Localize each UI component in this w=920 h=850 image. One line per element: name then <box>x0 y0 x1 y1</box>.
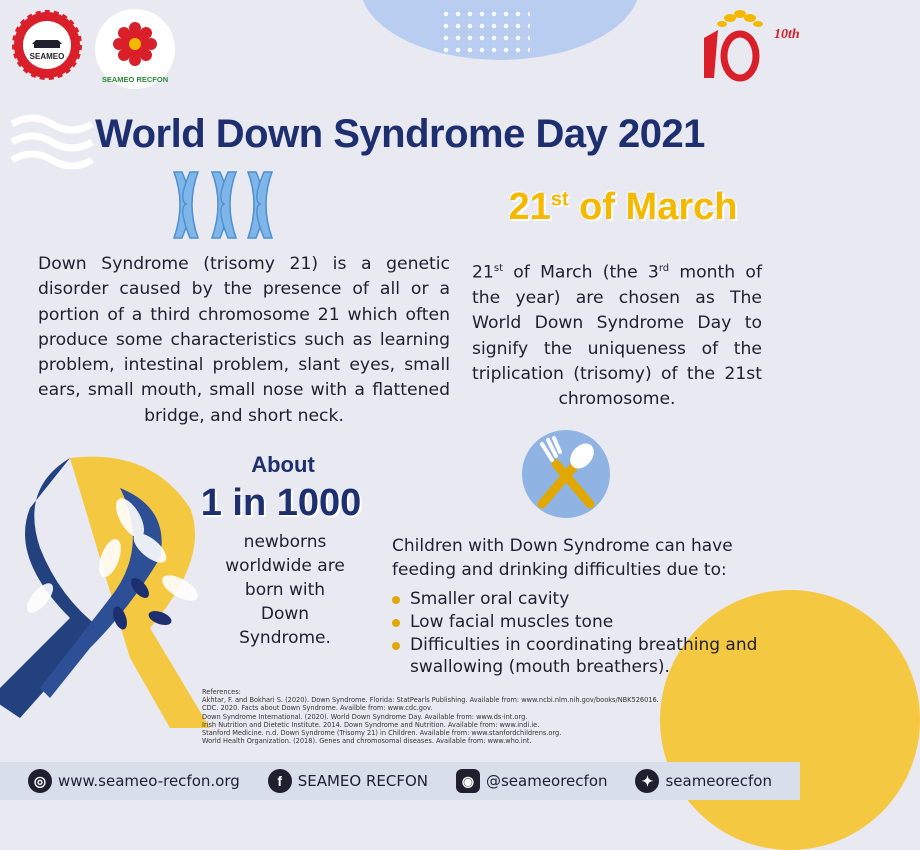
footer-instagram[interactable] <box>456 769 608 793</box>
instagram-icon: ◉ <box>456 769 480 793</box>
reference-item: Akhtar, F. and Bokhari S. (2020). Down Syndrome. Florida: StatPearls Publishing. Available from: www.ncbi.nlm.nih.gov/books/NBK526016. <box>202 696 659 705</box>
spoon-fork-icon <box>512 428 620 524</box>
reference-item: Stanford Medicine. n.d. Down Syndrome (Trisomy 21) in Children. Available from: www.stanfordchildrens.org. <box>202 729 562 738</box>
footer-facebook[interactable] <box>268 769 428 793</box>
globe-icon: ◎ <box>28 769 52 793</box>
recfon-logo <box>92 6 178 92</box>
date-suffix: st <box>550 188 569 211</box>
date-reason-sup: rd <box>658 263 670 274</box>
footer-instagram-text: @seameorecfon <box>485 772 608 790</box>
footer-twitter[interactable] <box>635 769 772 793</box>
anniversary-10th-logo <box>690 8 800 88</box>
twitter-icon: ✦ <box>635 769 659 793</box>
list-item: Smaller oral cavity <box>392 588 772 610</box>
feeding-difficulty-list <box>392 588 772 679</box>
facebook-icon: f <box>268 769 292 793</box>
footer-website[interactable] <box>28 769 240 793</box>
page-title: World Down Syndrome Day 2021 <box>95 112 705 156</box>
anniversary-10th-text: 10th <box>774 27 800 42</box>
date-reason-part: 21 <box>472 262 494 283</box>
reference-item: Irish Nutrition and Dietetic Institute. 2014. Down Syndrome and Nutrition. Available from: www.indi.ie. <box>202 720 540 729</box>
decor-dots <box>440 8 530 58</box>
footer-facebook-text: SEAMEO RECFON <box>297 772 429 790</box>
stat-ratio: 1 in 1000 <box>200 482 362 524</box>
date-reason-part: of March (the 3 <box>503 262 659 283</box>
reference-item: Down Syndrome International. (2020). World Down Syndrome Day. Available from: www.ds-int.org. <box>202 712 528 721</box>
date-reason-sup: st <box>493 263 504 274</box>
chromosome-icon <box>168 168 278 243</box>
date-day: 21 <box>508 186 551 228</box>
date-heading <box>478 186 768 229</box>
footer-bar <box>0 762 800 800</box>
stat-description: newborns worldwide are born with Down Syndrome. <box>225 532 345 648</box>
recfon-logo-text: SEAMEO RECFON <box>101 75 169 84</box>
feeding-intro: Children with Down Syndrome can have feeding and drinking difficulties due to: <box>392 536 733 580</box>
seameo-logo <box>12 10 82 80</box>
references-heading: References: <box>202 688 241 696</box>
footer-twitter-text: seameorecfon <box>665 772 772 790</box>
syndrome-description: Down Syndrome (trisomy 21) is a genetic disorder caused by the presence of all or a portion of a third chromosome 21 which often produce some characteristics such as learning problem, intestinal problem, slant eyes, small ears, small mouth, small nose with a flattened bridge, and short neck. <box>38 254 450 426</box>
date-reason <box>472 256 762 413</box>
date-reason-part: month of the year) are chosen as The World Down Syndrome Day to signify the uniqueness of the triplication (trisomy) of the 21st chromosome. <box>472 262 762 410</box>
reference-item: World Health Organization. (2018). Genes and chromosomal diseases. Available from: www.who.int. <box>202 737 532 746</box>
seameo-logo-text: SEAMEO <box>29 52 65 61</box>
footer-website-text: www.seameo-recfon.org <box>57 772 240 790</box>
date-rest: of March <box>568 186 738 228</box>
reference-item: CDC. 2020. Facts about Down Syndrome. Availble from: www.cdc.gov. <box>202 704 433 713</box>
stat-about-label: About <box>251 452 315 477</box>
list-item: Difficulties in coordinating breathing and swallowing (mouth breathers). <box>392 634 772 678</box>
references <box>202 688 762 745</box>
list-item: Low facial muscles tone <box>392 611 772 633</box>
